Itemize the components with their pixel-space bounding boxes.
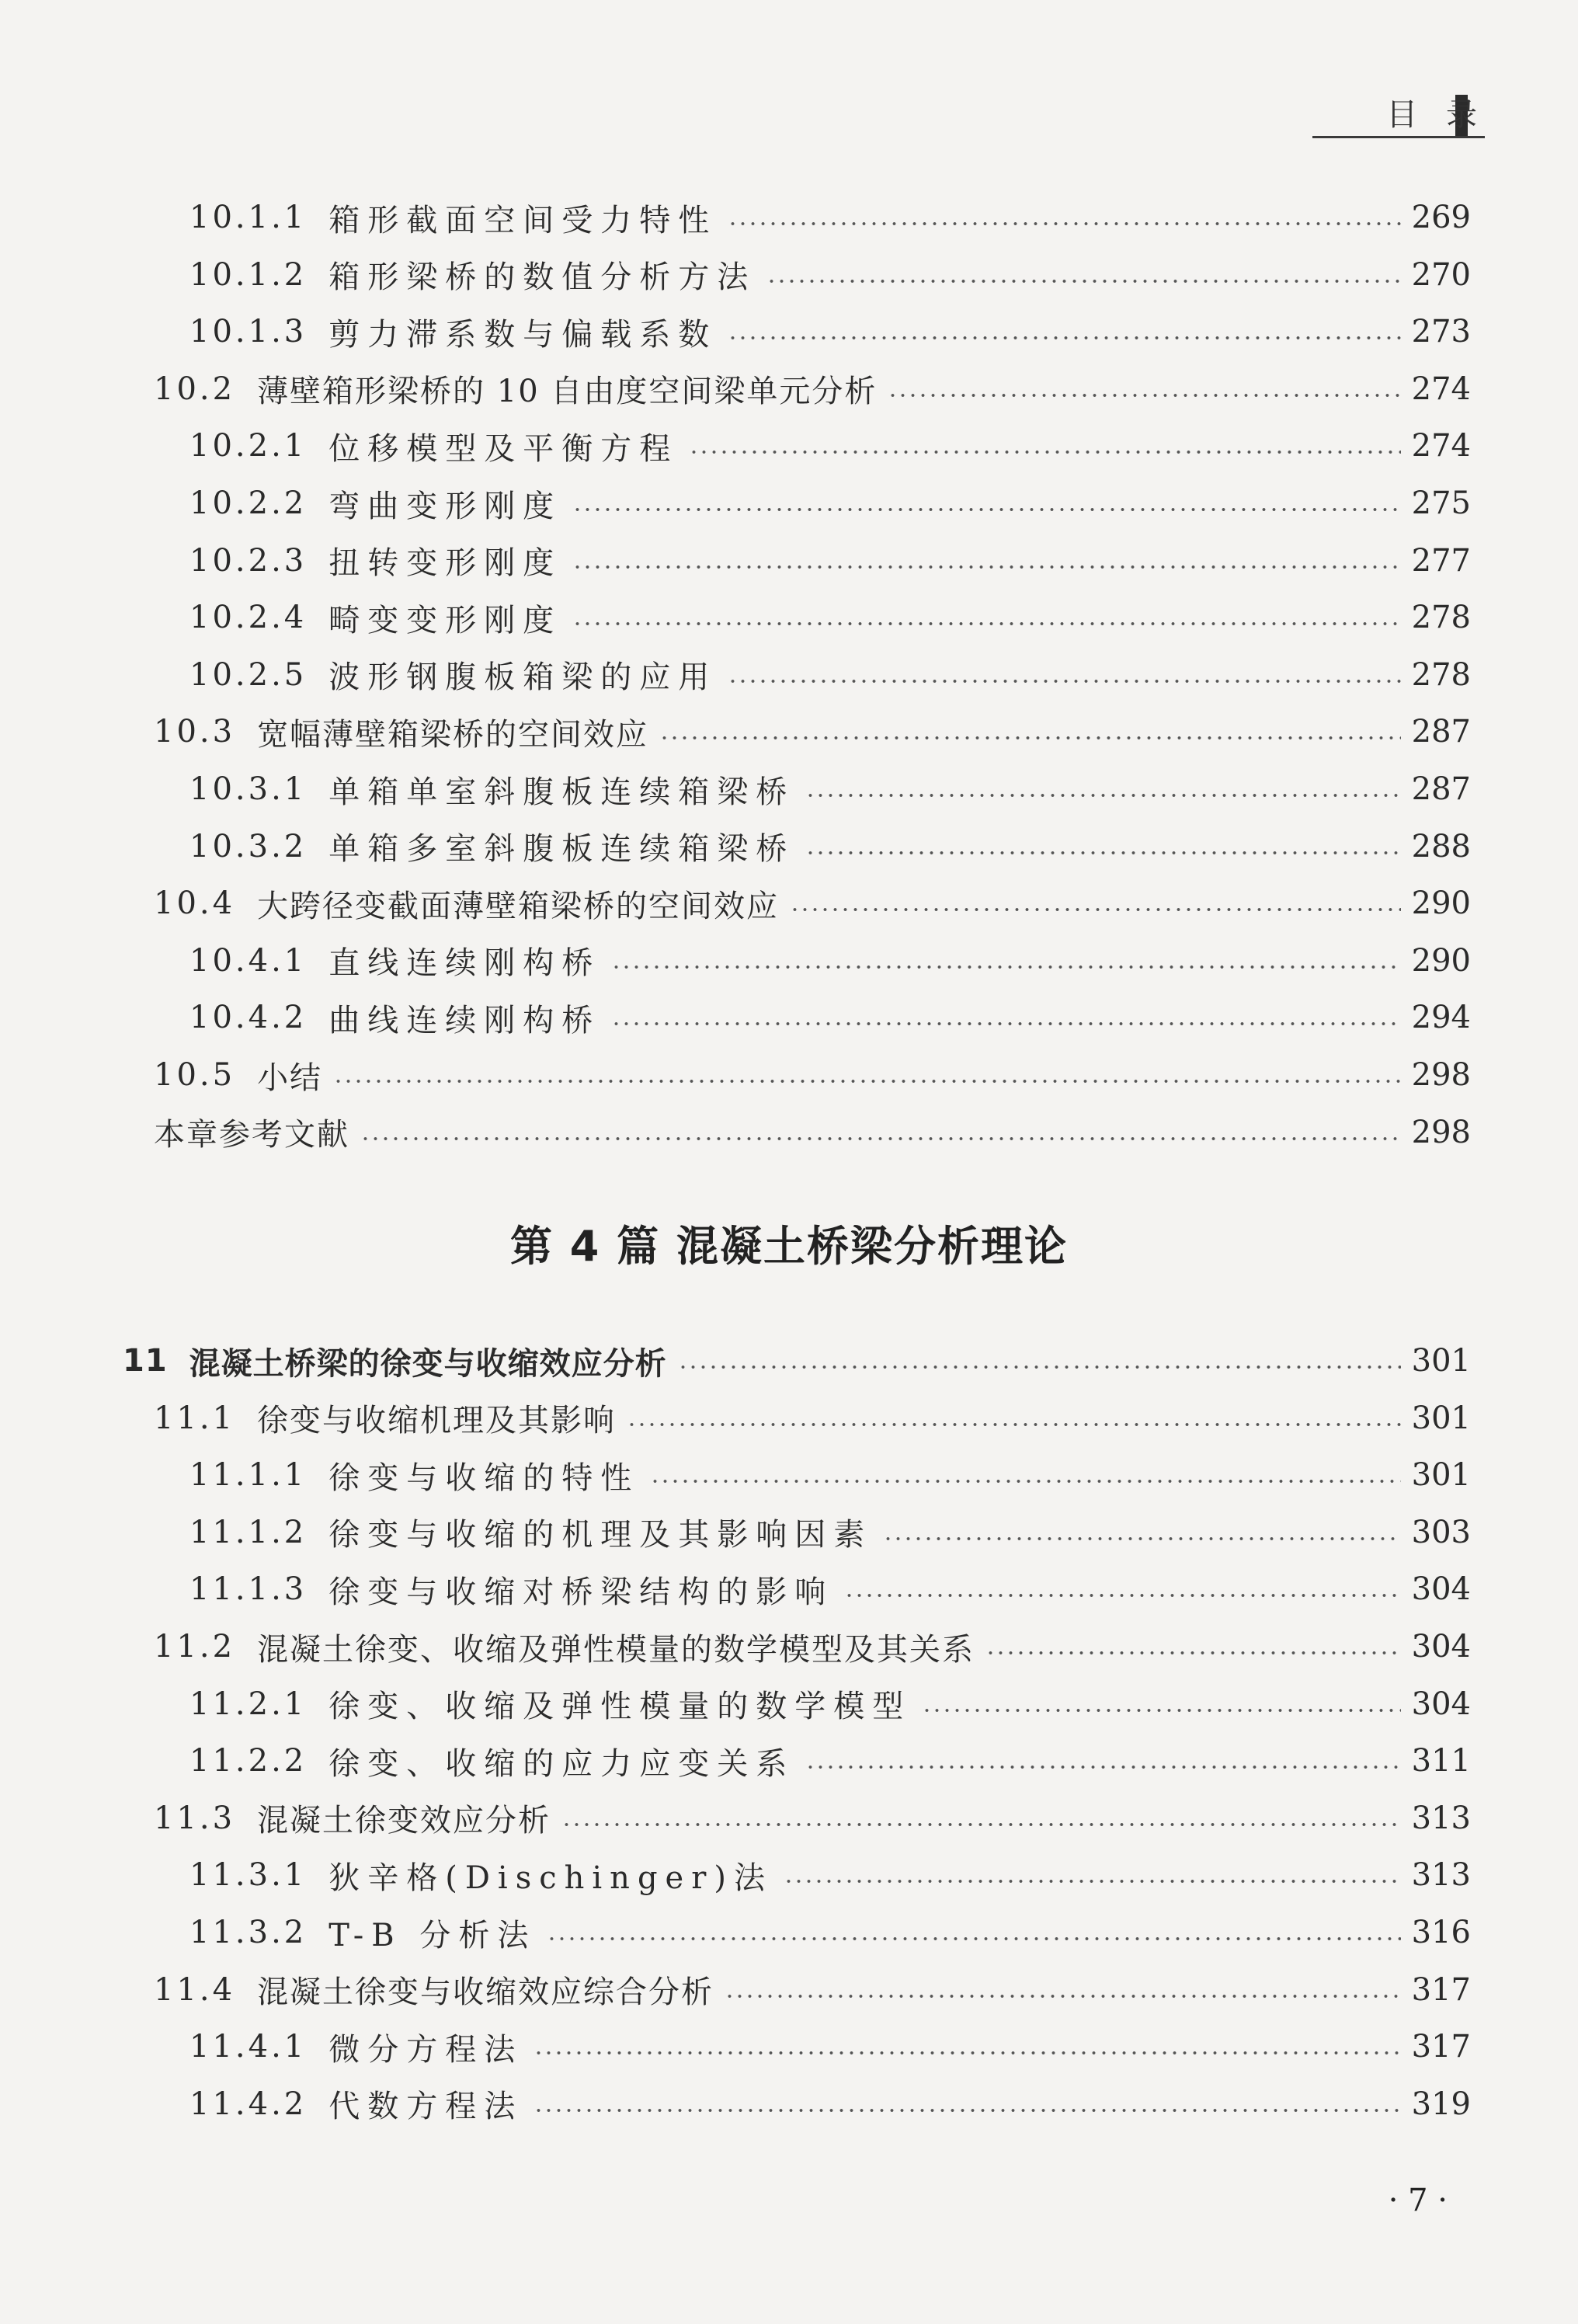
- toc-leader-dots: [790, 908, 1401, 911]
- toc-entry: [154, 1790, 1471, 1846]
- toc-entry-title: 本章参考文献: [154, 1117, 349, 1153]
- toc-entry-title: 混凝土徐变与收缩效应综合分析: [257, 1974, 714, 2011]
- toc-entry: [189, 475, 1471, 531]
- toc-entry-title: 徐变与收缩的机理及其影响因素: [328, 1517, 873, 1553]
- toc-entry-number: 10.2.4: [189, 600, 308, 636]
- toc-entry: [189, 933, 1471, 989]
- toc-entry-number: 10.3: [154, 714, 236, 750]
- toc-entry-page: 269: [1411, 200, 1471, 235]
- toc-entry: [189, 761, 1471, 817]
- toc-entry: [189, 1505, 1471, 1560]
- toc-leader-dots: [784, 1880, 1401, 1883]
- toc-entry: [189, 2019, 1471, 2075]
- toc-leader-dots: [333, 1080, 1401, 1083]
- toc-entry-title: 直线连续刚构桥: [328, 945, 601, 982]
- toc-entry: [154, 1390, 1471, 1446]
- toc-leader-dots: [650, 1480, 1400, 1483]
- toc-entry-page: 287: [1411, 771, 1471, 807]
- toc-entry-title: 混凝土徐变效应分析: [257, 1803, 551, 1839]
- toc-entry-title: 徐变、收缩及弹性模量的数学模型: [328, 1689, 912, 1725]
- toc-leader-dots: [985, 1651, 1401, 1654]
- toc-entry-page: 290: [1411, 942, 1471, 979]
- toc-entry-title: 单箱单室斜腹板连续箱梁桥: [328, 774, 795, 810]
- toc-entry-number: 10.4: [154, 885, 236, 922]
- toc-entry-page: 278: [1411, 656, 1471, 693]
- toc-entry-number: 11.2.2: [189, 1743, 308, 1780]
- toc-entry-title: 大跨径变截面薄壁箱梁桥的空间效应: [257, 888, 780, 924]
- toc-entry-number: 11.1.3: [189, 1571, 308, 1608]
- part-title: 第 4 篇 混凝土桥梁分析理论: [510, 1222, 1068, 1271]
- toc-entry-title: 薄壁箱形梁桥的 10 自由度空间梁单元分析: [257, 374, 878, 410]
- toc-entry-number: 10.2.3: [189, 542, 308, 579]
- toc-entry-page: 301: [1411, 1400, 1471, 1436]
- toc-entry: [189, 1447, 1471, 1503]
- toc-entry-number: 11.3.2: [189, 1915, 308, 1950]
- toc-leader-dots: [805, 851, 1400, 854]
- toc-entry-number: 10.2: [154, 371, 236, 407]
- toc-entry-page: 301: [1411, 1457, 1471, 1494]
- toc-entry-title: 代数方程法: [328, 2089, 523, 2125]
- toc-leader-dots: [611, 1022, 1400, 1025]
- toc-entry-page: 304: [1411, 1629, 1471, 1665]
- toc-leader-dots: [534, 2109, 1400, 2112]
- toc-entry-title: 小结: [257, 1059, 323, 1096]
- toc-entry-page: 288: [1411, 828, 1471, 865]
- toc-entry-number: 11.2.1: [189, 1686, 308, 1722]
- toc-entry-page: 274: [1411, 428, 1471, 464]
- toc-entry: [189, 533, 1471, 589]
- toc-entry-number: 11.3.1: [189, 1857, 308, 1894]
- toc-entry: [189, 990, 1471, 1045]
- toc-entry-page: 294: [1411, 1000, 1471, 1036]
- toc-entry-page: 287: [1411, 714, 1471, 750]
- toc-entry-page: 317: [1411, 2029, 1471, 2065]
- toc-entry-title: 弯曲变形刚度: [328, 488, 562, 524]
- toc-entry-page: 313: [1411, 1857, 1471, 1894]
- toc-entry-number: 11.4.1: [189, 2029, 308, 2065]
- toc-entry: [189, 590, 1471, 645]
- page-folio: · 7 ·: [1388, 2183, 1448, 2218]
- toc-entry: [154, 1105, 1471, 1160]
- toc-entry: [189, 1561, 1471, 1617]
- toc-entry: [189, 247, 1471, 303]
- toc-entry-page: 278: [1411, 600, 1471, 636]
- toc-leader-dots: [659, 736, 1401, 739]
- toc-entry-number: 10.3.1: [189, 771, 308, 807]
- toc-leader-dots: [888, 394, 1400, 397]
- toc-entry-number: 10.2.2: [189, 485, 308, 521]
- toc-leader-dots: [678, 1366, 1401, 1369]
- toc-entry-title: 剪力滞系数与偏载系数: [328, 316, 718, 353]
- toc-entry-page: 270: [1411, 256, 1471, 293]
- toc-entry: [154, 1047, 1471, 1103]
- toc-entry-page: 298: [1411, 1114, 1471, 1150]
- toc-entry-number: 11.3: [154, 1800, 236, 1836]
- toc-entry: [154, 1619, 1471, 1675]
- toc-leader-dots: [728, 680, 1400, 683]
- toc-entry: [123, 1333, 1471, 1389]
- toc-entry-title: 微分方程法: [328, 2031, 523, 2068]
- toc-leader-dots: [766, 280, 1400, 283]
- toc-entry-page: 277: [1411, 542, 1471, 579]
- toc-entry-page: 304: [1411, 1686, 1471, 1722]
- toc-entry-page: 273: [1411, 314, 1471, 350]
- toc-leader-dots: [611, 965, 1400, 969]
- toc-entry-page: 316: [1411, 1915, 1471, 1950]
- toc-entry: [189, 647, 1471, 703]
- toc-entry-number: 10.1.2: [189, 256, 308, 293]
- toc-leader-dots: [572, 622, 1400, 625]
- toc-entry-number: 11.1: [154, 1400, 236, 1436]
- toc-entry-title: 徐变与收缩机理及其影响: [257, 1403, 617, 1439]
- toc-entry-number: 10.2.1: [189, 428, 308, 464]
- toc-entry-title: 扭转变形刚度: [328, 545, 562, 582]
- toc-leader-dots: [627, 1423, 1401, 1426]
- toc-entry-number: 10.1.1: [189, 200, 308, 235]
- toc-entry-page: 298: [1411, 1057, 1471, 1093]
- toc-entry-number: 10.3.2: [189, 828, 308, 865]
- toc-leader-dots: [572, 508, 1400, 511]
- toc-entry: [189, 1733, 1471, 1789]
- toc-leader-dots: [572, 565, 1400, 569]
- toc-entry: [189, 304, 1471, 360]
- toc-entry-number: 11: [123, 1343, 168, 1379]
- toc-entry-title: 徐变与收缩的特性: [328, 1459, 640, 1496]
- toc-entry-title: 狄辛格(Dischinger)法: [328, 1860, 773, 1896]
- toc-entry: [154, 361, 1471, 417]
- toc-entry-title: 曲线连续刚构桥: [328, 1002, 601, 1038]
- toc-entry-number: 10.4.2: [189, 1000, 308, 1036]
- toc-entry-title: 波形钢腹板箱梁的应用: [328, 659, 718, 696]
- toc-leader-dots: [805, 794, 1400, 797]
- toc-entry-page: 275: [1411, 485, 1471, 521]
- toc-entry-title: 位移模型及平衡方程: [328, 430, 679, 467]
- toc-entry-title: 宽幅薄壁箱梁桥的空间效应: [257, 716, 649, 753]
- toc-entry: [189, 1676, 1471, 1732]
- toc-entry-number: 10.5: [154, 1057, 236, 1093]
- toc-entry: [189, 1847, 1471, 1903]
- toc-entry: [189, 819, 1471, 875]
- toc-entry-page: 274: [1411, 371, 1471, 407]
- toc-entry-number: 10.2.5: [189, 656, 308, 693]
- toc-entry-number: 10.1.3: [189, 314, 308, 350]
- toc-entry-title: 混凝土徐变、收缩及弹性模量的数学模型及其关系: [257, 1631, 975, 1668]
- toc-entry-title: 畸变变形刚度: [328, 602, 562, 638]
- toc-entry-title: 混凝土桥梁的徐变与收缩效应分析: [189, 1345, 667, 1382]
- toc-entry-page: 304: [1411, 1571, 1471, 1608]
- toc-entry-number: 11.4.2: [189, 2086, 308, 2122]
- toc-entry: [189, 190, 1471, 245]
- toc-entry: [154, 704, 1471, 760]
- toc-entry-page: 319: [1411, 2086, 1471, 2122]
- toc-entry-page: 290: [1411, 885, 1471, 922]
- toc-entry-title: 单箱多室斜腹板连续箱梁桥: [328, 831, 795, 868]
- toc-leader-dots: [547, 1937, 1400, 1940]
- toc-entry: [154, 875, 1471, 931]
- toc-entry-title: 徐变、收缩的应力应变关系: [328, 1745, 795, 1782]
- toc-entry: [189, 418, 1471, 474]
- toc-entry-number: 11.2: [154, 1629, 236, 1665]
- toc-entry-number: 11.1.2: [189, 1514, 308, 1550]
- toc-entry-page: 313: [1411, 1800, 1471, 1836]
- toc-entry: [189, 1905, 1471, 1960]
- toc-entry-title: 徐变与收缩对桥梁结构的影响: [328, 1574, 834, 1610]
- toc-entry-page: 311: [1411, 1743, 1471, 1780]
- toc-entry-title: T-B 分析法: [328, 1917, 537, 1953]
- toc-entry-number: 11.1.1: [189, 1457, 308, 1494]
- toc-leader-dots: [534, 2051, 1400, 2054]
- toc-leader-dots: [844, 1594, 1400, 1597]
- toc-entry-page: 317: [1411, 1971, 1471, 2008]
- toc-leader-dots: [922, 1709, 1400, 1712]
- toc-entry-page: 301: [1411, 1343, 1471, 1379]
- toc-entry: [154, 1962, 1471, 2018]
- toc-leader-dots: [561, 1823, 1401, 1826]
- toc-entry-page: 303: [1411, 1514, 1471, 1550]
- toc-leader-dots: [805, 1766, 1400, 1769]
- toc-entry-title: 箱形梁桥的数值分析方法: [328, 259, 756, 296]
- toc-entry: [189, 2076, 1471, 2132]
- toc-leader-dots: [689, 451, 1400, 454]
- toc-entry-number: 10.4.1: [189, 942, 308, 979]
- toc-leader-dots: [883, 1537, 1400, 1540]
- toc-leader-dots: [725, 1995, 1401, 1998]
- toc-leader-dots: [360, 1137, 1401, 1140]
- header-label: 目 录: [1386, 97, 1486, 133]
- toc-entry-number: 11.4: [154, 1971, 236, 2008]
- toc-leader-dots: [728, 336, 1400, 339]
- toc-leader-dots: [728, 222, 1400, 225]
- header-rule: [1312, 136, 1485, 138]
- toc-entry-title: 箱形截面空间受力特性: [328, 202, 718, 238]
